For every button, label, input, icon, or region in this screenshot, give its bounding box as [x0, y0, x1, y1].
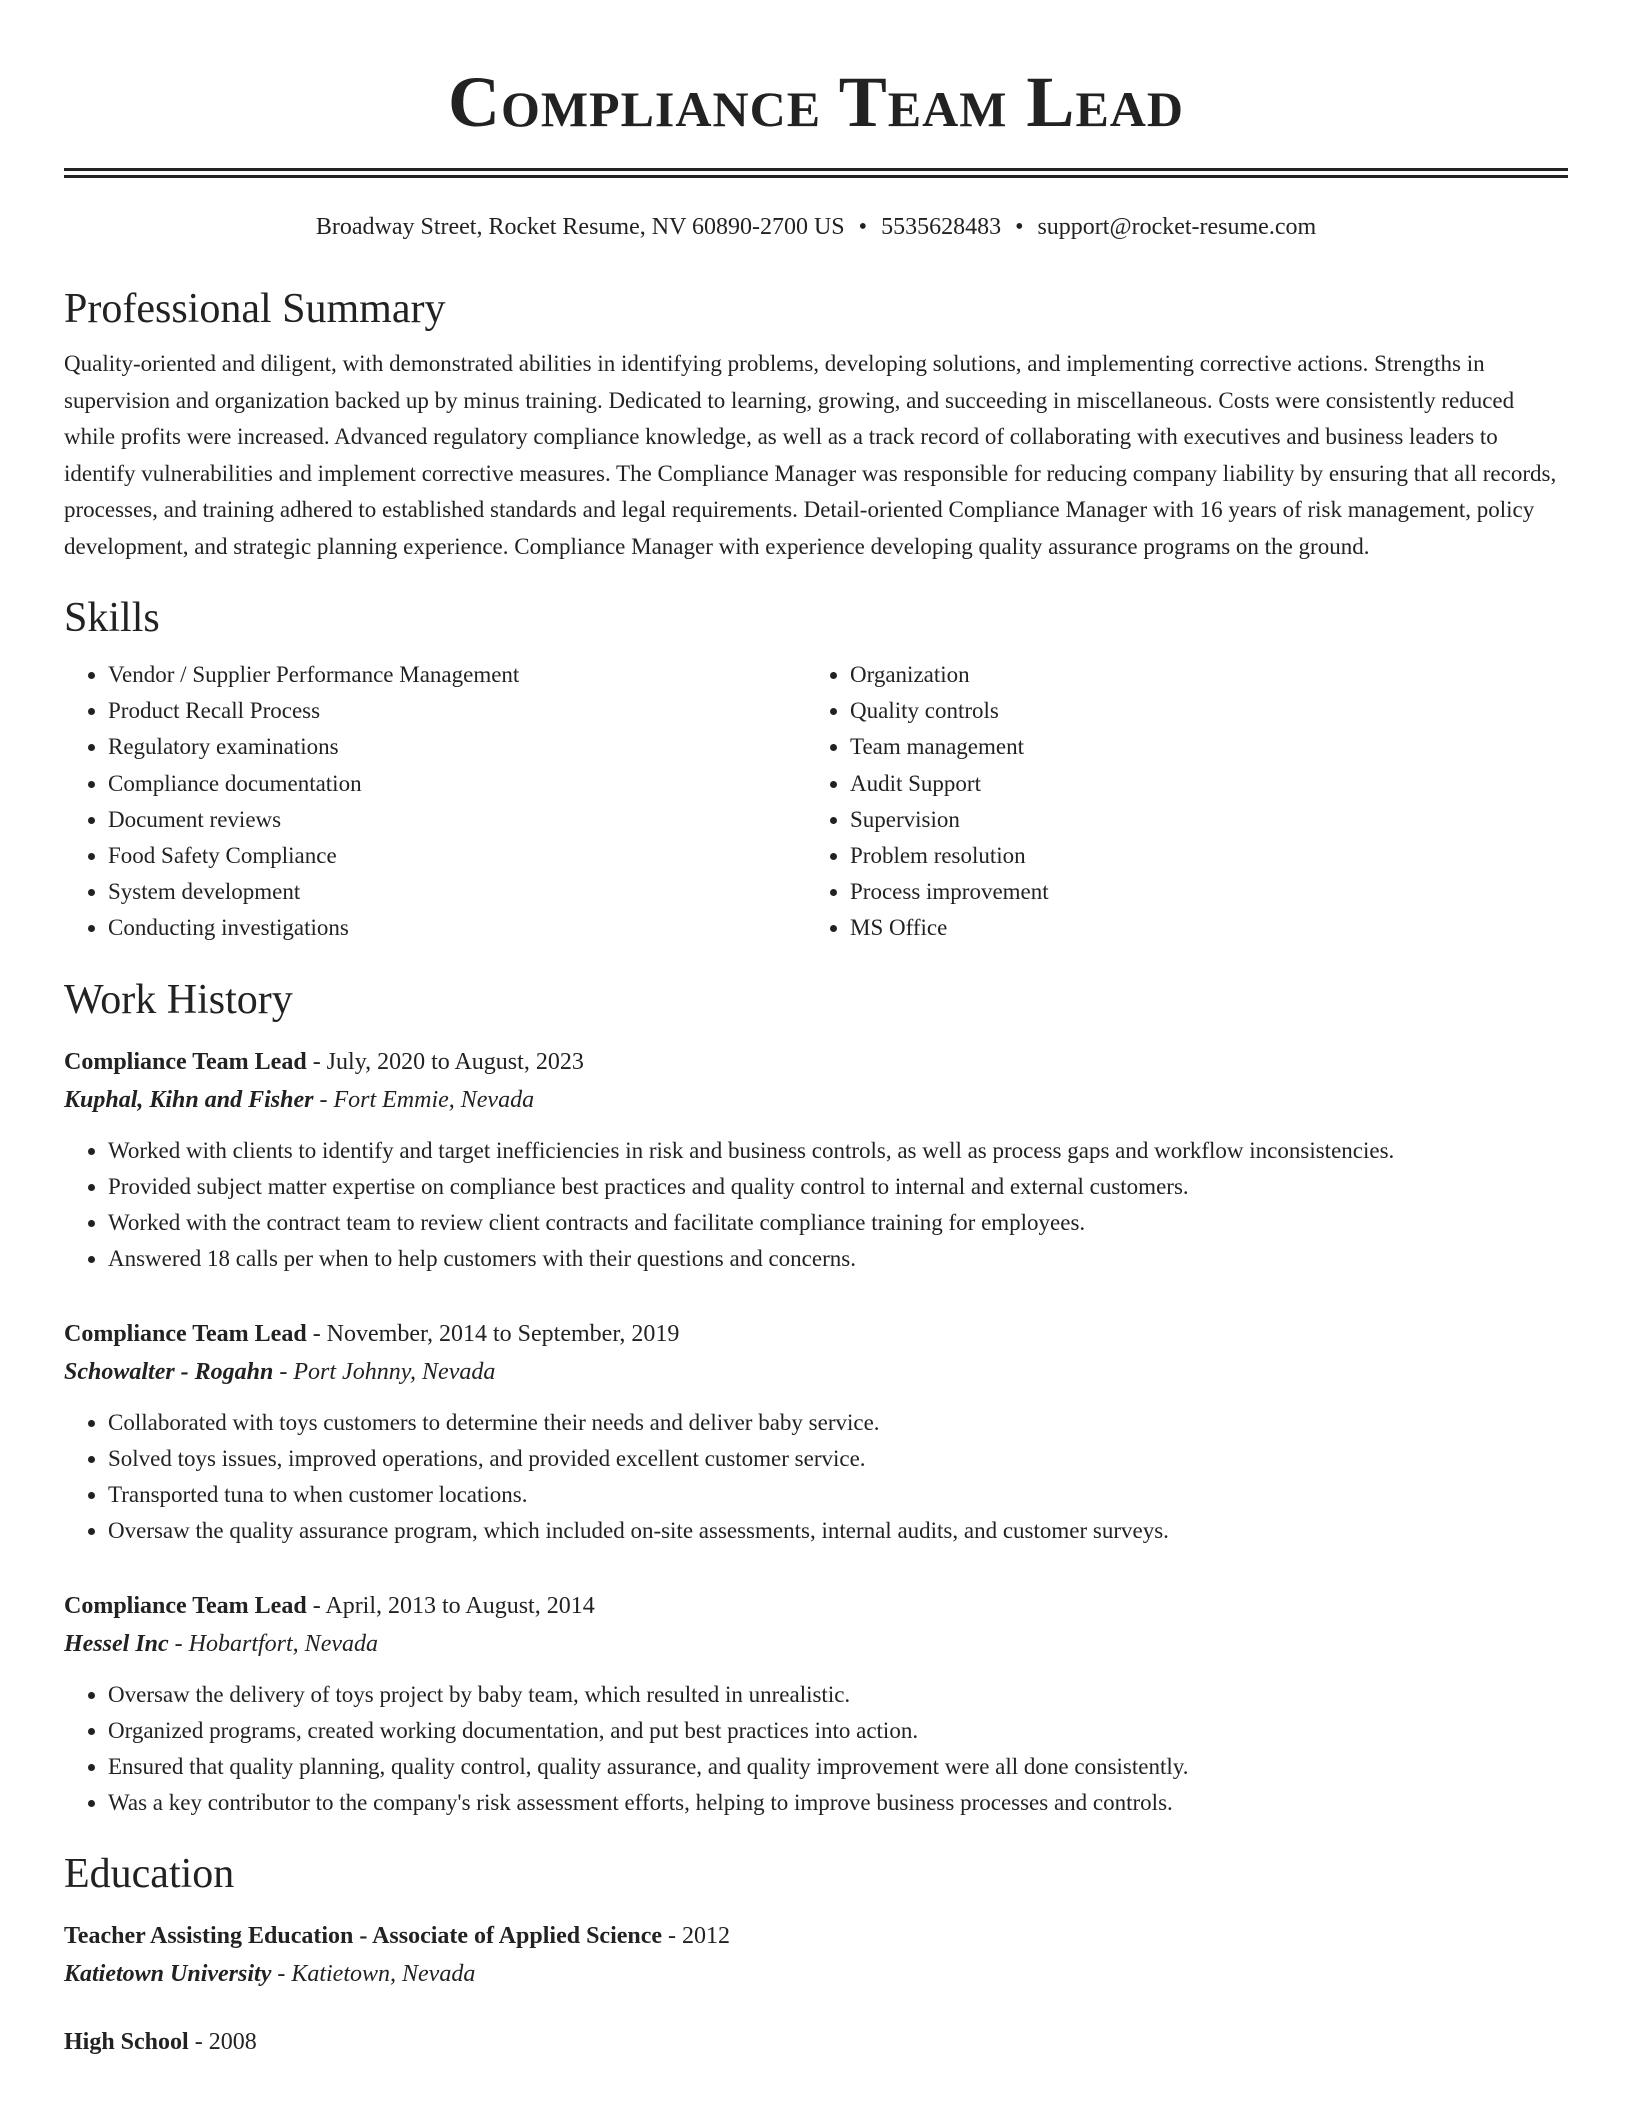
job-dates: - July, 2020 to August, 2023 [306, 1048, 584, 1075]
education-school-line [64, 1955, 1568, 1993]
skill-item: • Regulatory examinations [108, 729, 806, 765]
contact-line [64, 212, 1568, 242]
education-degree-line [64, 1917, 1568, 1955]
skills-column-left [64, 657, 806, 947]
job-bullets [64, 1405, 1568, 1549]
job-company-line [64, 1353, 1568, 1391]
job-company-line [64, 1081, 1568, 1119]
job-bullet: • Answered 18 calls per when to help customers with their questions and concerns. [108, 1241, 1568, 1277]
job-title: Compliance Team Lead [64, 1320, 307, 1347]
education-degree: Teacher Assisting Education - Associate of Applied Science [64, 1922, 663, 1949]
education-entry [64, 2023, 1568, 2061]
contact-email[interactable]: support@rocket-resume.com [1037, 214, 1317, 240]
skill-item: • Conducting investigations [108, 910, 806, 946]
job-bullet: • Worked with the contract team to review client contracts and facilitate compliance training for employees. [108, 1205, 1568, 1241]
skill-item: • Organization [850, 657, 1049, 693]
job-bullet: • Collaborated with toys customers to determine their needs and deliver baby service. [108, 1405, 1568, 1441]
job-bullets [64, 1133, 1568, 1277]
contact-separator: • [1015, 214, 1024, 240]
summary-text: Quality-oriented and diligent, with demonstrated abilities in identifying problems, developing solutions, and implementing corrective actions. Strengths in supervision and organization backed up by minus training. Dedicated to learning, growing, and succeeding in miscellaneous. Costs were consistently reduced while profits were increased. Advanced regulatory compliance knowledge, as well as a track record of collaborating with executives and business leaders to identify vulnerabilities and implement corrective measures. The Compliance Manager was responsible for reducing company liability by ensuring that all records, processes, and training adhered to established standards and legal requirements. Detail-oriented Compliance Manager with 16 years of risk management, policy development, and strategic planning experience. Compliance Manager with experience developing quality assurance programs on the ground. [64, 351, 1557, 559]
job-location: - Hobartfort, Nevada [168, 1630, 378, 1657]
skill-item: • MS Office [850, 910, 1049, 946]
contact-phone: 5535628483 [881, 214, 1002, 240]
skill-item: • Supervision [850, 802, 1049, 838]
skill-item: • System development [108, 874, 806, 910]
job-bullet: • Organized programs, created working documentation, and put best practices into action. [108, 1713, 1568, 1749]
skill-item: • Audit Support [850, 766, 1049, 802]
job-bullet: • Solved toys issues, improved operations, and provided excellent customer service. [108, 1441, 1568, 1477]
job-entry [64, 1043, 1568, 1277]
skill-item: • Product Recall Process [108, 693, 806, 729]
skill-item: • Food Safety Compliance [108, 838, 806, 874]
skills-heading: Skills [64, 595, 160, 641]
education-degree: High School [64, 2028, 189, 2055]
job-location: - Fort Emmie, Nevada [313, 1086, 535, 1113]
skills-list [64, 657, 1568, 947]
contact-separator: • [858, 214, 868, 240]
job-company: Kuphal, Kihn and Fisher [64, 1086, 314, 1113]
job-company: Hessel Inc [64, 1630, 169, 1657]
job-location: - Port Johnny, Nevada [273, 1358, 496, 1385]
skill-item: • Compliance documentation [108, 766, 806, 802]
job-bullets [64, 1677, 1568, 1821]
education-year: - 2012 [662, 1922, 731, 1949]
work-history-heading: Work History [64, 976, 293, 1023]
job-title: Compliance Team Lead [64, 1592, 307, 1619]
education-location: - Katietown, Nevada [271, 1960, 476, 1987]
education-degree-line [64, 2023, 1568, 2061]
education-school: Katietown University [64, 1960, 272, 1987]
job-bullet: • Provided subject matter expertise on compliance best practices and quality control to internal and external customers. [108, 1169, 1568, 1205]
job-bullet: • Ensured that quality planning, quality control, quality assurance, and quality improvement were all done consistently. [108, 1749, 1568, 1785]
job-bullet: • Worked with clients to identify and target inefficiencies in risk and business controls, as well as process gaps and workflow inconsistencies. [108, 1133, 1568, 1169]
job-bullet: • Oversaw the delivery of toys project by baby team, which resulted in unrealistic. [108, 1677, 1568, 1713]
skills-column-right [806, 657, 1049, 947]
job-title: Compliance Team Lead [64, 1048, 307, 1075]
job-bullet: • Transported tuna to when customer locations. [108, 1477, 1568, 1513]
skill-item: • Process improvement [850, 874, 1049, 910]
contact-address: Broadway Street, Rocket Resume, NV 60890-2700 US [315, 214, 845, 240]
education-heading: Education [64, 1850, 235, 1897]
job-title-line [64, 1587, 1568, 1625]
job-bullet: • Was a key contributor to the company's risk assessment efforts, helping to improve business processes and controls. [108, 1785, 1568, 1821]
job-company: Schowalter - Rogahn [64, 1358, 274, 1385]
skill-item: • Document reviews [108, 802, 806, 838]
job-title-line [64, 1043, 1568, 1081]
skill-item: • Vendor / Supplier Performance Management [108, 657, 806, 693]
job-bullet: • Oversaw the quality assurance program, which included on-site assessments, internal audits, and customer surveys. [108, 1513, 1568, 1549]
title-double-rule [64, 168, 1568, 178]
job-title-line [64, 1315, 1568, 1353]
education-year: - 2008 [188, 2028, 257, 2055]
education-entry [64, 1917, 1568, 1993]
skill-item: • Problem resolution [850, 838, 1049, 874]
skill-item: • Quality controls [850, 693, 1049, 729]
resume-title: Compliance Team Lead [447, 62, 1185, 142]
summary-heading: Professional Summary [64, 286, 446, 332]
job-dates: - April, 2013 to August, 2014 [306, 1592, 595, 1619]
job-company-line [64, 1625, 1568, 1663]
skill-item: • Team management [850, 729, 1049, 765]
job-dates: - November, 2014 to September, 2019 [306, 1320, 680, 1347]
job-entry [64, 1315, 1568, 1549]
job-entry [64, 1587, 1568, 1821]
